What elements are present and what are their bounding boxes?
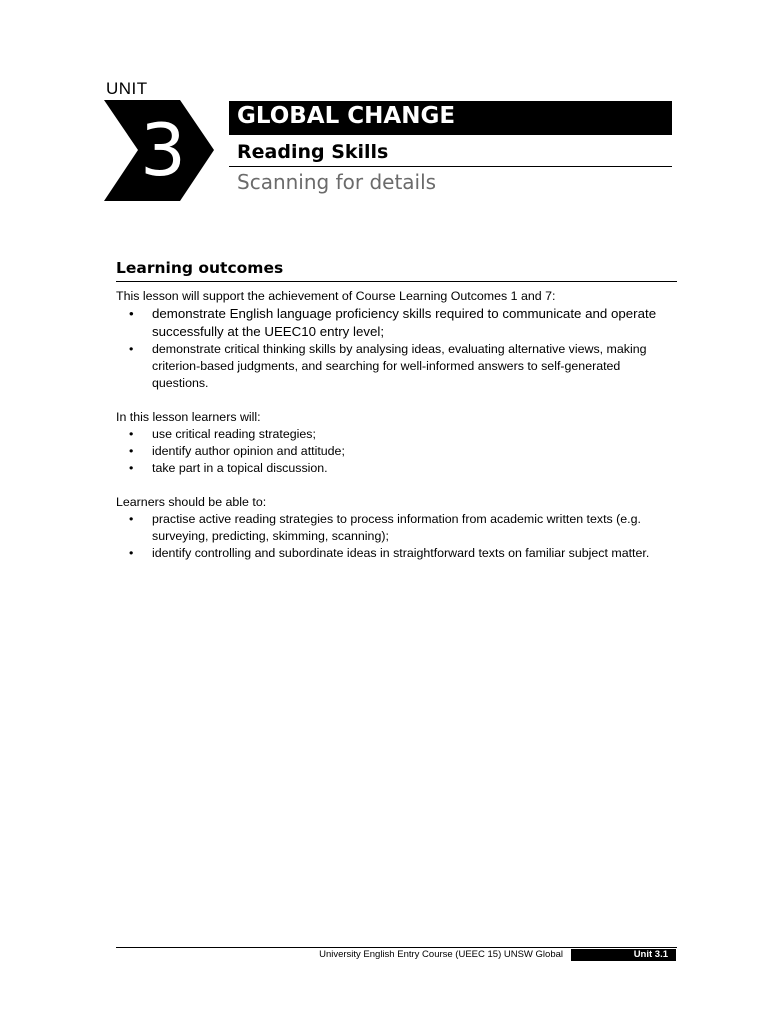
bullet-icon: • [129,444,134,458]
footer-page-badge [571,949,676,961]
list-item: • take part in a topical discussion. [129,461,328,475]
bullet-icon: • [129,461,134,475]
unit-label: UNIT [106,79,148,98]
bullet-icon: • [129,342,134,356]
able-to-list [116,511,677,562]
list-item: • identify author opinion and attitude; [129,444,345,458]
bullet-icon: • [129,306,134,321]
section-body [116,288,677,562]
lesson-focus: Scanning for details [237,170,437,194]
section-heading: Learning outcomes [116,259,284,277]
bullet-icon: • [129,427,134,441]
page-subtitle: Reading Skills [237,141,389,163]
subtitle-divider [229,166,672,167]
learners-will-intro: In this lesson learners will: [116,410,261,424]
outcomes-list [116,305,677,392]
list-item: • demonstrate English language proficiency skills required to communicate and operate successfully at the UEEC10 entry level; [129,306,657,339]
outcomes-intro: This lesson will support the achievement of Course Learning Outcomes 1 and 7: [116,289,556,303]
learners-will-list [116,426,677,477]
footer-page-label: Unit 3.1 [633,949,668,960]
section-divider [116,281,677,282]
footer-divider [116,947,677,948]
bullet-icon: • [129,546,134,560]
list-item: • identify controlling and subordinate ideas in straightforward texts on familiar subject matter. [129,546,650,560]
list-item: • use critical reading strategies; [129,427,316,441]
list-item: • practise active reading strategies to process information from academic written texts (e.g. surveying, predicting, skimming, scanning); [129,512,641,543]
unit-number: 3 [140,108,186,192]
footer-course: University English Entry Course (UEEC 15) UNSW Global [319,949,563,960]
bullet-icon: • [129,512,134,526]
title-bar [229,101,672,135]
list-item: • demonstrate critical thinking skills by analysing ideas, evaluating alternative views, making criterion-based judgments, and searching for well-informed answers to self-generated questions. [129,342,647,390]
able-to-intro: Learners should be able to: [116,495,267,509]
page-title: GLOBAL CHANGE [237,103,456,129]
